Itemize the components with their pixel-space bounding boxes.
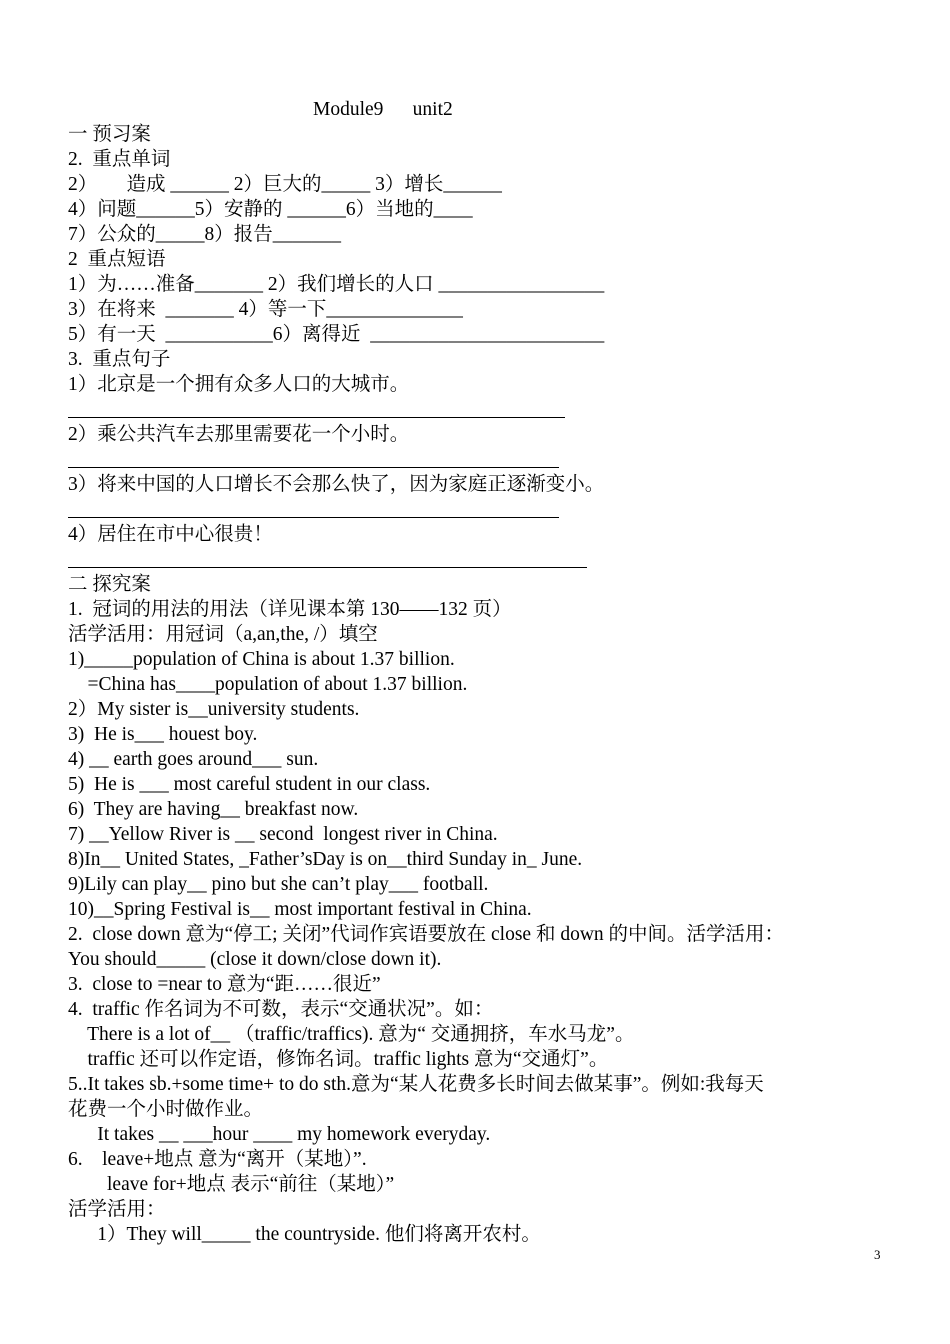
text-line: 4. traffic 作名词为不可数，表示“交通状况”。如：	[68, 999, 494, 1020]
answer-line-3	[68, 517, 559, 518]
text-line: 5) He is ___ most careful student in our class.	[68, 774, 431, 795]
text-line: 1. 冠词的用法的用法（详见课本第 130——132 页）	[68, 599, 512, 620]
answer-line-1	[68, 417, 565, 418]
text-line: 2）My sister is__university students.	[68, 699, 360, 720]
text-line: 2）乘公共汽车去那里需要花一个小时。	[68, 424, 410, 445]
text-line: 3) He is___ houest boy.	[68, 724, 258, 745]
text-line: 1)_____population of China is about 1.37 billion.	[68, 649, 455, 670]
text-line: It takes __ ___hour ____ my homework everyday.	[68, 1124, 491, 1145]
text-line: 二 探究案	[68, 574, 151, 595]
text-line: 一 预习案	[68, 124, 151, 145]
text-line: 1）北京是一个拥有众多人口的大城市。	[68, 374, 410, 395]
text-line: 6) They are having__ breakfast now.	[68, 799, 359, 820]
text-line: leave for+地点 表示“前往（某地）”	[68, 1174, 395, 1195]
page-title: Module9 unit2	[313, 99, 453, 120]
text-line: =China has____population of about 1.37 billion.	[68, 674, 468, 695]
text-line: 2 重点短语	[68, 249, 166, 270]
text-line: 7) __Yellow River is __ second longest river in China.	[68, 824, 498, 845]
text-line: 6. leave+地点 意为“离开（某地）”.	[68, 1149, 367, 1170]
text-line: 3）将来中国的人口增长不会那么快了，因为家庭正逐渐变小。	[68, 474, 605, 495]
text-line: 5）有一天 ___________6）离得近 ________________________	[68, 324, 605, 345]
text-line: 9)Lily can play__ pino but she can’t play___ football.	[68, 874, 489, 895]
text-line: 花费一个小时做作业。	[68, 1099, 264, 1120]
text-line: 活学活用：用冠词（a,an,the, /）填空	[68, 624, 378, 645]
text-line: You should_____ (close it down/close down it).	[68, 949, 442, 970]
text-line: 3）在将来 _______ 4）等一下______________	[68, 299, 463, 320]
text-line: 10)__Spring Festival is__ most important festival in China.	[68, 899, 532, 920]
text-line: 5..It takes sb.+some time+ to do sth.意为“某人花费多长时间去做某事”。例如:我每天	[68, 1074, 764, 1095]
text-line: 3. 重点句子	[68, 349, 171, 370]
text-line: traffic 还可以作定语，修饰名词。traffic lights 意为“交通灯”。	[68, 1049, 609, 1070]
text-line: 4）居住在市中心很贵！	[68, 524, 273, 545]
page-number: 3	[874, 1247, 881, 1262]
text-line: 1）They will_____ the countryside. 他们将离开农村。	[68, 1224, 541, 1245]
text-line: 7）公众的_____8）报告_______	[68, 224, 342, 245]
text-line: 1）为……准备_______ 2）我们增长的人口 _________________	[68, 274, 605, 295]
text-line: 8)In__ United States, _Father’sDay is on__third Sunday in_ June.	[68, 849, 583, 870]
text-line: 2. close down 意为“停工; 关闭”代词作宾语要放在 close 和 down 的中间。活学活用：	[68, 924, 785, 945]
text-line: 4）问题______5）安静的 ______6）当地的____	[68, 199, 473, 220]
text-line: 2. 重点单词	[68, 149, 171, 170]
text-line: 2） 造成 ______ 2）巨大的_____ 3）增长______	[68, 174, 502, 195]
text-line: There is a lot of__ （traffic/traffics). 意为“ 交通拥挤，车水马龙”。	[68, 1024, 635, 1045]
text-line: 3. close to =near to 意为“距……很近”	[68, 974, 381, 995]
text-line: 4) __ earth goes around___ sun.	[68, 749, 319, 770]
answer-line-4	[68, 567, 587, 568]
answer-line-2	[68, 467, 559, 468]
text-line: 活学活用：	[68, 1199, 166, 1220]
